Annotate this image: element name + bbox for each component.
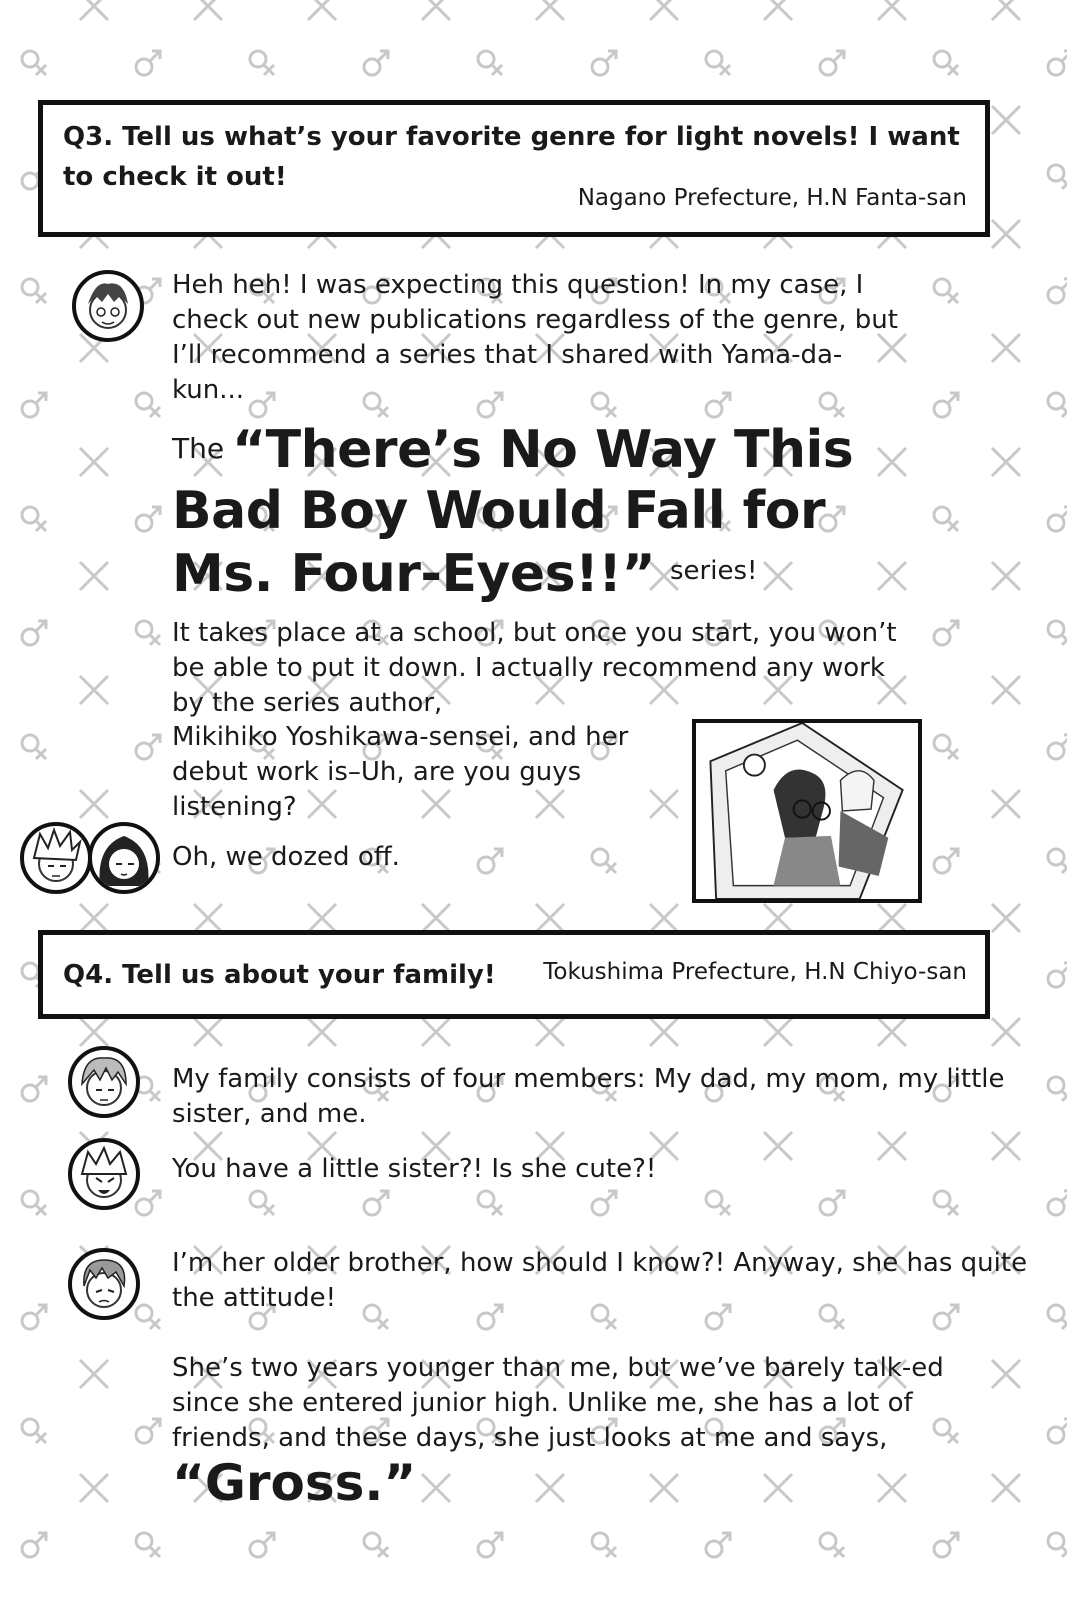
male-symbol-icon: [150, 1191, 160, 1201]
cross-symbol-icon: [80, 790, 108, 818]
female-symbol-icon: [364, 1533, 380, 1549]
title-prefix: The: [172, 432, 225, 465]
female-symbol-icon: [250, 1191, 266, 1207]
male-symbol-icon: [22, 173, 38, 189]
cross-symbol-icon: [878, 904, 906, 932]
male-symbol-icon: [1048, 1427, 1064, 1443]
female-symbol-icon: [1062, 179, 1067, 189]
male-symbol-icon: [492, 1533, 502, 1543]
female-symbol-icon: [606, 1547, 616, 1557]
male-symbol-icon: [22, 1313, 38, 1329]
female-symbol-icon: [1048, 621, 1064, 637]
female-symbol-icon: [1048, 849, 1064, 865]
male-symbol-icon: [378, 1191, 388, 1201]
series-title-line3: Ms. Four-Eyes!!”: [172, 544, 656, 604]
cross-symbol-icon: [80, 0, 108, 20]
female-symbol-icon: [934, 51, 950, 67]
male-symbol-icon: [150, 1419, 160, 1429]
female-symbol-icon: [378, 1547, 388, 1557]
q3-answer-body-1: It takes place at a school, but once you start, you won’t be able to put it down. I actually recommend any work by the series author,: [172, 618, 897, 718]
cross-symbol-icon: [422, 0, 450, 20]
cross-symbol-icon: [764, 562, 792, 590]
female-symbol-icon: [36, 293, 46, 303]
female-symbol-icon: [22, 279, 38, 295]
character-avatar-glasses-boy: [72, 270, 144, 342]
female-symbol-icon: [948, 293, 958, 303]
female-symbol-icon: [378, 1319, 388, 1329]
male-symbol-icon: [834, 1191, 844, 1201]
cross-symbol-icon: [992, 106, 1020, 134]
male-symbol-icon: [378, 51, 388, 61]
female-symbol-icon: [22, 507, 38, 523]
male-symbol-icon: [36, 1305, 46, 1315]
cross-symbol-icon: [308, 0, 336, 20]
female-symbol-icon: [1048, 1305, 1064, 1321]
female-symbol-icon: [1062, 1091, 1067, 1101]
female-symbol-icon: [150, 1319, 160, 1329]
male-symbol-icon: [948, 849, 958, 859]
cross-symbol-icon: [80, 562, 108, 590]
cross-symbol-icon: [536, 1474, 564, 1502]
male-symbol-icon: [1062, 963, 1067, 973]
male-symbol-icon: [150, 51, 160, 61]
female-symbol-icon: [1062, 407, 1067, 417]
male-symbol-icon: [934, 401, 950, 417]
female-symbol-icon: [22, 1191, 38, 1207]
cross-symbol-icon: [992, 904, 1020, 932]
female-symbol-icon: [934, 279, 950, 295]
female-symbol-icon: [150, 407, 160, 417]
gross-quote: “Gross.”: [172, 1454, 417, 1512]
female-symbol-icon: [934, 1191, 950, 1207]
female-symbol-icon: [492, 65, 502, 75]
female-symbol-icon: [1048, 1077, 1064, 1093]
female-symbol-icon: [834, 1319, 844, 1329]
male-symbol-icon: [22, 1085, 38, 1101]
title-suffix: series!: [670, 556, 758, 586]
female-symbol-icon: [1048, 1533, 1064, 1549]
cross-symbol-icon: [194, 904, 222, 932]
q4-sender: Tokushima Prefecture, H.N Chiyo-san: [543, 959, 967, 985]
cross-symbol-icon: [878, 1018, 906, 1046]
female-symbol-icon: [1062, 863, 1067, 873]
female-symbol-icon: [948, 65, 958, 75]
q3-answer-intro: Heh heh! I was expecting this question! In my case, I check out new publications regardless of the genre, but I’ll recommend a series that I shared with Yama-da-kun...: [172, 270, 898, 405]
female-symbol-icon: [36, 521, 46, 531]
cross-symbol-icon: [650, 0, 678, 20]
male-symbol-icon: [136, 1199, 152, 1215]
cross-symbol-icon: [878, 1474, 906, 1502]
male-symbol-icon: [22, 1541, 38, 1557]
series-title-line2: Bad Boy Would Fall for: [172, 481, 826, 541]
female-symbol-icon: [948, 521, 958, 531]
female-symbol-icon: [720, 65, 730, 75]
female-symbol-icon: [948, 1205, 958, 1215]
male-symbol-icon: [1062, 507, 1067, 517]
female-symbol-icon: [706, 1191, 722, 1207]
cross-symbol-icon: [536, 1018, 564, 1046]
female-symbol-icon: [492, 1205, 502, 1215]
cross-symbol-icon: [992, 334, 1020, 362]
female-symbol-icon: [948, 749, 958, 759]
cross-symbol-icon: [878, 562, 906, 590]
cross-symbol-icon: [80, 1018, 108, 1046]
female-symbol-icon: [136, 393, 152, 409]
cross-symbol-icon: [80, 676, 108, 704]
male-symbol-icon: [934, 857, 950, 873]
female-symbol-icon: [264, 1205, 274, 1215]
male-symbol-icon: [948, 393, 958, 403]
cross-symbol-icon: [992, 1018, 1020, 1046]
cross-symbol-icon: [992, 790, 1020, 818]
male-symbol-icon: [150, 735, 160, 745]
male-symbol-icon: [150, 507, 160, 517]
cross-symbol-icon: [80, 1360, 108, 1388]
q4-line-1: My family consists of four members: My dad, my mom, my little sister, and me.: [172, 1064, 1005, 1129]
female-symbol-icon: [1062, 635, 1067, 645]
cross-symbol-icon: [650, 904, 678, 932]
female-symbol-icon: [706, 51, 722, 67]
male-symbol-icon: [948, 1533, 958, 1543]
cross-symbol-icon: [878, 448, 906, 476]
female-symbol-icon: [264, 65, 274, 75]
female-symbol-icon: [592, 849, 608, 865]
female-symbol-icon: [250, 51, 266, 67]
male-symbol-icon: [1062, 735, 1067, 745]
male-symbol-icon: [1048, 971, 1064, 987]
female-symbol-icon: [22, 963, 38, 979]
male-symbol-icon: [820, 1199, 836, 1215]
female-symbol-icon: [592, 1533, 608, 1549]
cross-symbol-icon: [422, 1474, 450, 1502]
q3-question-box: [38, 100, 990, 237]
male-symbol-icon: [820, 59, 836, 75]
q4-question-box: [38, 930, 990, 1019]
female-symbol-icon: [606, 407, 616, 417]
male-symbol-icon: [1062, 51, 1067, 61]
female-symbol-icon: [36, 1205, 46, 1215]
female-symbol-icon: [834, 1547, 844, 1557]
female-symbol-icon: [22, 735, 38, 751]
cross-symbol-icon: [992, 1360, 1020, 1388]
female-symbol-icon: [150, 1547, 160, 1557]
q4-question-text: Q4. Tell us about your family!: [63, 960, 496, 990]
male-symbol-icon: [364, 59, 380, 75]
q3-answer-body-2: Mikihiko Yoshikawa-sensei, and her debut work is–Uh, are you guys listening?: [172, 722, 629, 822]
female-symbol-icon: [150, 635, 160, 645]
female-symbol-icon: [1048, 393, 1064, 409]
female-symbol-icon: [1048, 165, 1064, 181]
male-symbol-icon: [150, 279, 160, 289]
male-symbol-icon: [606, 1191, 616, 1201]
male-symbol-icon: [1062, 1191, 1067, 1201]
cross-symbol-icon: [992, 448, 1020, 476]
q4-line-2: You have a little sister?! Is she cute?!: [172, 1154, 657, 1184]
male-symbol-icon: [22, 629, 38, 645]
cross-symbol-icon: [194, 1018, 222, 1046]
male-symbol-icon: [1062, 279, 1067, 289]
character-avatar-older-brother: [68, 1248, 140, 1320]
male-symbol-icon: [720, 1533, 730, 1543]
female-symbol-icon: [934, 735, 950, 751]
male-symbol-icon: [1048, 287, 1064, 303]
male-symbol-icon: [36, 1533, 46, 1543]
female-symbol-icon: [36, 65, 46, 75]
cross-symbol-icon: [992, 676, 1020, 704]
cross-symbol-icon: [308, 904, 336, 932]
cross-symbol-icon: [194, 0, 222, 20]
female-symbol-icon: [22, 1419, 38, 1435]
cross-symbol-icon: [992, 562, 1020, 590]
female-symbol-icon: [934, 507, 950, 523]
cross-symbol-icon: [80, 448, 108, 476]
male-symbol-icon: [1048, 1199, 1064, 1215]
male-symbol-icon: [36, 1077, 46, 1087]
cross-symbol-icon: [992, 0, 1020, 20]
female-symbol-icon: [378, 407, 388, 417]
male-symbol-icon: [606, 51, 616, 61]
male-symbol-icon: [934, 629, 950, 645]
male-symbol-icon: [250, 1541, 266, 1557]
female-symbol-icon: [478, 51, 494, 67]
q3-question-text: Q3. Tell us what’s your favorite genre for light novels! I want to check it out!: [63, 122, 960, 192]
cross-symbol-icon: [650, 1474, 678, 1502]
female-symbol-icon: [1062, 1547, 1067, 1557]
q4-line-4: She’s two years younger than me, but we’ve barely talk-ed since she entered junior high. Unlike me, she has a lot of friends, and these days, she just looks at me and says,: [172, 1353, 944, 1453]
female-symbol-icon: [22, 51, 38, 67]
male-symbol-icon: [948, 621, 958, 631]
cross-symbol-icon: [764, 1474, 792, 1502]
cross-symbol-icon: [764, 0, 792, 20]
cross-symbol-icon: [878, 0, 906, 20]
cross-symbol-icon: [308, 1018, 336, 1046]
female-symbol-icon: [1062, 1319, 1067, 1329]
male-symbol-icon: [1048, 59, 1064, 75]
cross-symbol-icon: [650, 1018, 678, 1046]
male-symbol-icon: [1048, 515, 1064, 531]
female-symbol-icon: [820, 1533, 836, 1549]
male-symbol-icon: [136, 59, 152, 75]
male-symbol-icon: [364, 1199, 380, 1215]
cross-symbol-icon: [422, 904, 450, 932]
character-avatar-dark-hair-girl: [88, 822, 160, 894]
male-symbol-icon: [834, 507, 844, 517]
male-symbol-icon: [934, 1541, 950, 1557]
cross-symbol-icon: [764, 1018, 792, 1046]
female-symbol-icon: [36, 749, 46, 759]
q3-sender: Nagano Prefecture, H.N Fanta-san: [577, 185, 967, 211]
series-title-line1: “There’s No Way This: [232, 420, 854, 480]
male-symbol-icon: [22, 401, 38, 417]
female-symbol-icon: [606, 863, 616, 873]
female-symbol-icon: [36, 1433, 46, 1443]
male-symbol-icon: [478, 1541, 494, 1557]
female-symbol-icon: [150, 1091, 160, 1101]
male-symbol-icon: [1062, 1419, 1067, 1429]
female-symbol-icon: [136, 1305, 152, 1321]
male-symbol-icon: [592, 1199, 608, 1215]
cross-symbol-icon: [536, 0, 564, 20]
q4-line-3: I’m her older brother, how should I know?! Anyway, she has quite the attitude!: [172, 1248, 1028, 1313]
male-symbol-icon: [36, 393, 46, 403]
female-symbol-icon: [606, 1319, 616, 1329]
cross-symbol-icon: [80, 1474, 108, 1502]
character-avatar-yamada: [68, 1046, 140, 1118]
female-symbol-icon: [834, 407, 844, 417]
cross-symbol-icon: [992, 1474, 1020, 1502]
female-symbol-icon: [478, 1191, 494, 1207]
cross-symbol-icon: [764, 904, 792, 932]
male-symbol-icon: [592, 59, 608, 75]
male-symbol-icon: [136, 743, 152, 759]
character-avatar-excited-boy: [68, 1138, 140, 1210]
male-symbol-icon: [136, 1427, 152, 1443]
q3-reply: Oh, we dozed off.: [172, 842, 400, 872]
male-symbol-icon: [264, 1533, 274, 1543]
male-symbol-icon: [706, 1541, 722, 1557]
female-symbol-icon: [136, 1533, 152, 1549]
cross-symbol-icon: [992, 220, 1020, 248]
female-symbol-icon: [720, 1205, 730, 1215]
female-symbol-icon: [136, 621, 152, 637]
male-symbol-icon: [834, 51, 844, 61]
cross-symbol-icon: [536, 904, 564, 932]
male-symbol-icon: [1048, 743, 1064, 759]
cross-symbol-icon: [80, 904, 108, 932]
male-symbol-icon: [36, 621, 46, 631]
character-avatar-spiky-boy: [20, 822, 92, 894]
book-cover-illustration: [692, 719, 922, 903]
male-symbol-icon: [136, 515, 152, 531]
cross-symbol-icon: [422, 1018, 450, 1046]
